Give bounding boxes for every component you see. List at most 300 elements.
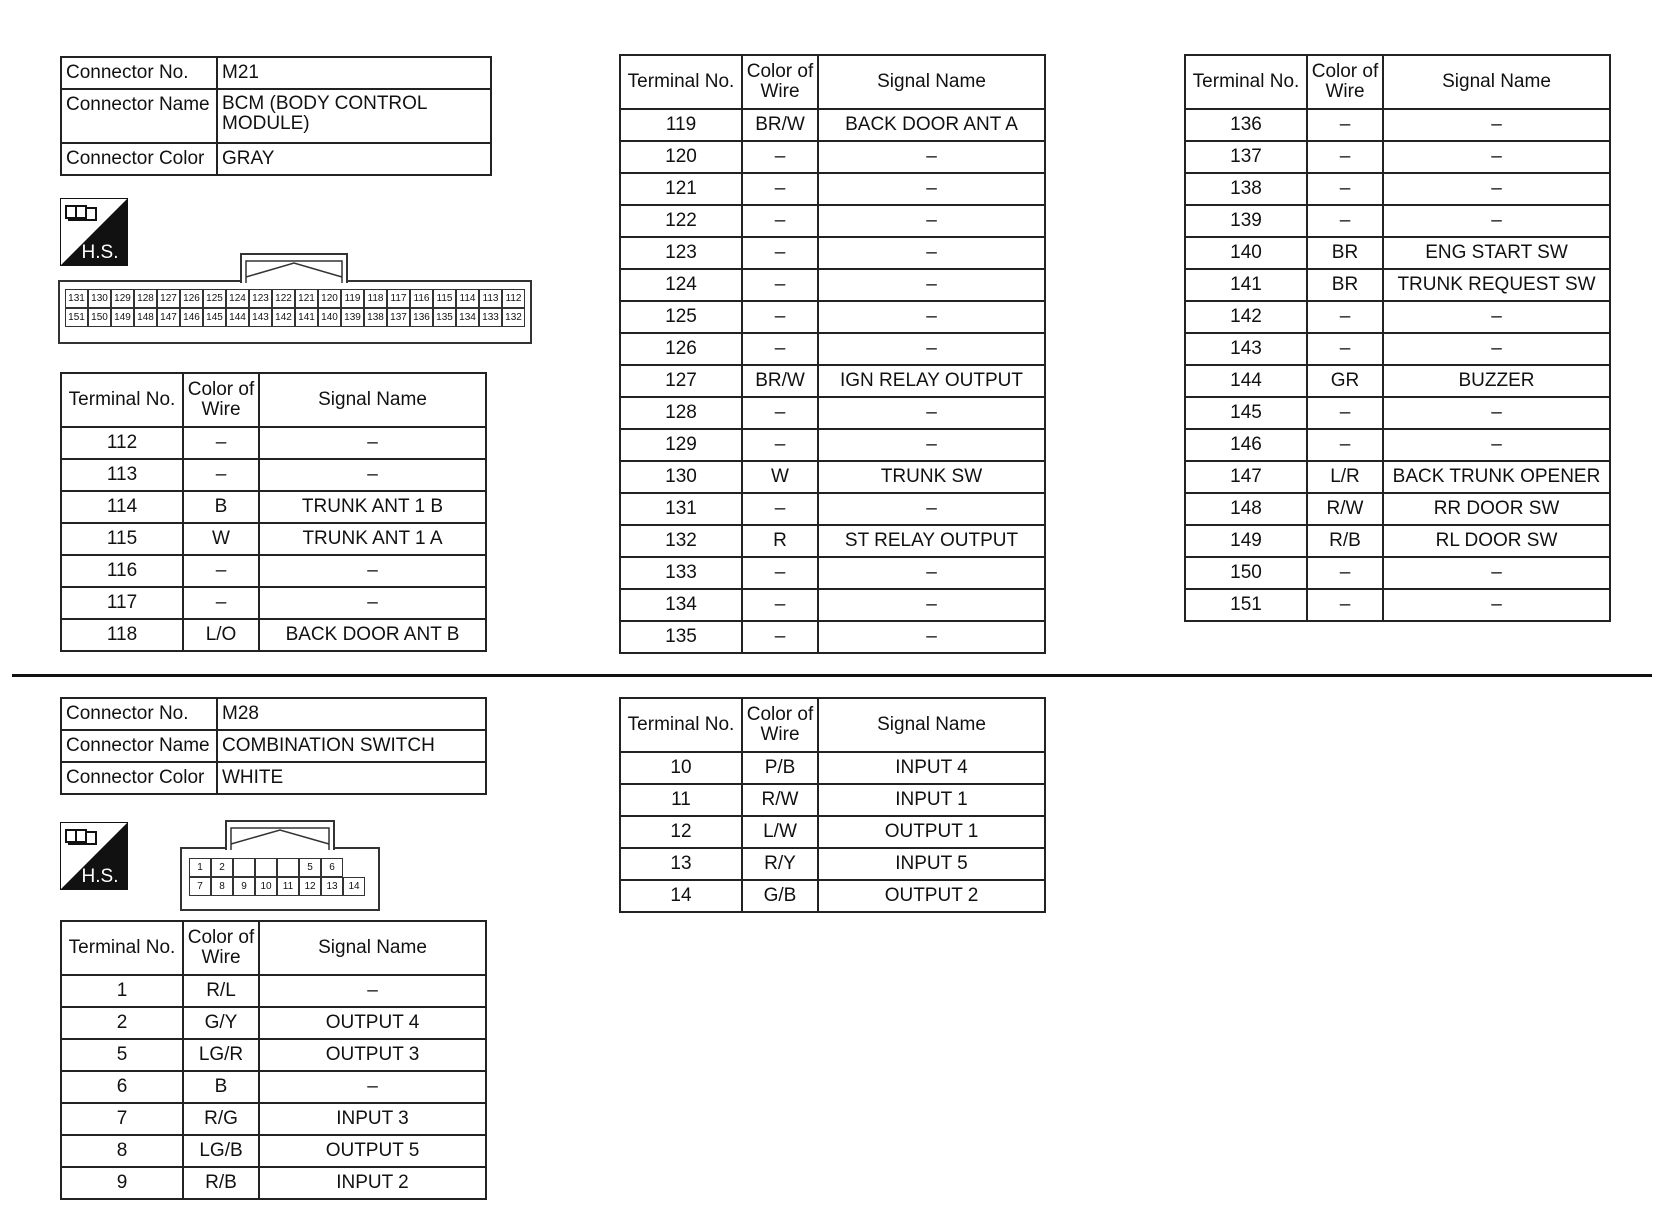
wire-color-cell: R/B xyxy=(1307,525,1383,557)
terminal-no-cell: 132 xyxy=(620,525,742,557)
table-row xyxy=(61,459,486,491)
signal-name-cell: – xyxy=(1383,109,1610,141)
wire-color-cell: R/B xyxy=(183,1167,259,1199)
connector-pin: 138 xyxy=(364,308,387,327)
table-row xyxy=(620,109,1045,141)
signal-name-cell: BACK TRUNK OPENER xyxy=(1383,461,1610,493)
wire-color-cell: L/R xyxy=(1307,461,1383,493)
terminal-no-cell: 143 xyxy=(1185,333,1307,365)
wire-color-cell: R/L xyxy=(183,975,259,1007)
wire-color-cell: G/B xyxy=(742,880,818,912)
terminal-no-cell: 115 xyxy=(61,523,183,555)
table-row xyxy=(1185,141,1610,173)
connector-pin: 6 xyxy=(321,858,343,877)
signal-name-cell: ENG START SW xyxy=(1383,237,1610,269)
header-color-of-wire: Color of Wire xyxy=(183,921,259,975)
connector-color-value: GRAY xyxy=(217,143,491,175)
connector-pin: 131 xyxy=(65,289,88,308)
terminal-no-cell: 124 xyxy=(620,269,742,301)
wire-color-cell: R/Y xyxy=(742,848,818,880)
signal-name-cell: – xyxy=(818,493,1045,525)
header-color-of-wire: Color of Wire xyxy=(742,698,818,752)
table-row xyxy=(620,237,1045,269)
table-row xyxy=(620,752,1045,784)
signal-name-cell: – xyxy=(1383,557,1610,589)
wire-color-cell: BR/W xyxy=(742,109,818,141)
table-row xyxy=(61,1007,486,1039)
signal-name-cell: – xyxy=(818,173,1045,205)
table-row xyxy=(61,1071,486,1103)
connector-color-value: WHITE xyxy=(217,762,486,794)
table-row xyxy=(620,141,1045,173)
terminal-no-cell: 126 xyxy=(620,333,742,365)
connector-name-value: BCM (BODY CONTROL MODULE) xyxy=(217,89,491,143)
table-row xyxy=(1185,397,1610,429)
connector-pin: 148 xyxy=(134,308,157,327)
terminal-no-cell: 123 xyxy=(620,237,742,269)
signal-name-cell: – xyxy=(259,555,486,587)
terminal-no-cell: 119 xyxy=(620,109,742,141)
table-row xyxy=(61,427,486,459)
m28-terminal-table-2 xyxy=(619,697,1046,913)
connector-pin: 130 xyxy=(88,289,111,308)
terminal-no-cell: 122 xyxy=(620,205,742,237)
wire-color-cell: L/W xyxy=(742,816,818,848)
wire-color-cell: – xyxy=(183,587,259,619)
table-row xyxy=(620,301,1045,333)
terminal-no-cell: 149 xyxy=(1185,525,1307,557)
signal-name-cell: BACK DOOR ANT B xyxy=(259,619,486,651)
wire-color-cell: – xyxy=(742,333,818,365)
signal-name-cell: INPUT 3 xyxy=(259,1103,486,1135)
terminal-no-cell: 6 xyxy=(61,1071,183,1103)
connector-color-label: Connector Color xyxy=(61,762,217,794)
connector-no-label: Connector No. xyxy=(61,698,217,730)
connector-pin: 112 xyxy=(502,289,525,308)
signal-name-cell: – xyxy=(818,141,1045,173)
terminal-no-cell: 144 xyxy=(1185,365,1307,397)
connector-pin: 128 xyxy=(134,289,157,308)
connector-pin: 129 xyxy=(111,289,134,308)
terminal-no-cell: 118 xyxy=(61,619,183,651)
signal-name-cell: INPUT 2 xyxy=(259,1167,486,1199)
wire-color-cell: P/B xyxy=(742,752,818,784)
signal-name-cell: INPUT 1 xyxy=(818,784,1045,816)
wire-color-cell: W xyxy=(742,461,818,493)
m21-terminal-table-2 xyxy=(619,54,1046,654)
terminal-no-cell: 151 xyxy=(1185,589,1307,621)
connector-pin xyxy=(233,858,255,877)
connector-pin xyxy=(277,858,299,877)
table-row xyxy=(620,269,1045,301)
signal-name-cell: OUTPUT 4 xyxy=(259,1007,486,1039)
header-color-of-wire: Color of Wire xyxy=(183,373,259,427)
connector-pin: 121 xyxy=(295,289,318,308)
table-row xyxy=(1185,461,1610,493)
table-row xyxy=(620,557,1045,589)
table-row xyxy=(1185,589,1610,621)
header-terminal-no: Terminal No. xyxy=(620,55,742,109)
header-signal-name: Signal Name xyxy=(818,55,1045,109)
connector-pin: 143 xyxy=(249,308,272,327)
m28-connector-info xyxy=(60,697,487,795)
table-row xyxy=(61,619,486,651)
terminal-no-cell: 139 xyxy=(1185,205,1307,237)
signal-name-cell: – xyxy=(818,205,1045,237)
table-row xyxy=(620,397,1045,429)
connector-name-label: Connector Name xyxy=(61,730,217,762)
connector-pin: 142 xyxy=(272,308,295,327)
wire-color-cell: LG/B xyxy=(183,1135,259,1167)
wire-color-cell: BR xyxy=(1307,269,1383,301)
connector-pin: 7 xyxy=(189,877,211,896)
signal-name-cell: – xyxy=(259,459,486,491)
terminal-no-cell: 114 xyxy=(61,491,183,523)
wire-color-cell: – xyxy=(1307,333,1383,365)
connector-pin: 118 xyxy=(364,289,387,308)
connector-lock-tab xyxy=(240,253,348,283)
connector-pin: 115 xyxy=(433,289,456,308)
signal-name-cell: OUTPUT 3 xyxy=(259,1039,486,1071)
wire-color-cell: R/W xyxy=(742,784,818,816)
header-signal-name: Signal Name xyxy=(259,921,486,975)
wire-color-cell: – xyxy=(742,237,818,269)
table-row xyxy=(620,205,1045,237)
signal-name-cell: – xyxy=(818,237,1045,269)
signal-name-cell: TRUNK ANT 1 B xyxy=(259,491,486,523)
signal-name-cell: – xyxy=(259,587,486,619)
connector-name-label: Connector Name xyxy=(61,89,217,143)
connector-name-value: COMBINATION SWITCH xyxy=(217,730,486,762)
signal-name-cell: – xyxy=(818,429,1045,461)
header-terminal-no: Terminal No. xyxy=(61,921,183,975)
m21-pin-grid xyxy=(65,289,525,327)
signal-name-cell: IGN RELAY OUTPUT xyxy=(818,365,1045,397)
connector-pin: 13 xyxy=(321,877,343,896)
table-row xyxy=(61,587,486,619)
connector-pin: 120 xyxy=(318,289,341,308)
harness-side-icon xyxy=(60,822,128,890)
connector-pin: 122 xyxy=(272,289,295,308)
terminal-no-cell: 134 xyxy=(620,589,742,621)
table-row xyxy=(620,493,1045,525)
terminal-no-cell: 12 xyxy=(620,816,742,848)
terminal-no-cell: 137 xyxy=(1185,141,1307,173)
connector-pin: 132 xyxy=(502,308,525,327)
terminal-no-cell: 14 xyxy=(620,880,742,912)
table-row xyxy=(1185,365,1610,397)
hs-label: H.S. xyxy=(81,866,119,887)
table-row xyxy=(61,1135,486,1167)
signal-name-cell: BUZZER xyxy=(1383,365,1610,397)
terminal-no-cell: 127 xyxy=(620,365,742,397)
table-row xyxy=(620,333,1045,365)
signal-name-cell: – xyxy=(259,975,486,1007)
terminal-no-cell: 130 xyxy=(620,461,742,493)
terminal-no-cell: 117 xyxy=(61,587,183,619)
header-color-of-wire: Color of Wire xyxy=(742,55,818,109)
signal-name-cell: INPUT 5 xyxy=(818,848,1045,880)
connector-pin: 11 xyxy=(277,877,299,896)
connector-pin: 134 xyxy=(456,308,479,327)
wire-color-cell: R/G xyxy=(183,1103,259,1135)
header-signal-name: Signal Name xyxy=(818,698,1045,752)
signal-name-cell: TRUNK ANT 1 A xyxy=(259,523,486,555)
m28-pin-grid xyxy=(189,858,365,896)
connector-pin: 114 xyxy=(456,289,479,308)
terminal-no-cell: 8 xyxy=(61,1135,183,1167)
connector-lock-tab xyxy=(225,820,335,850)
terminal-no-cell: 113 xyxy=(61,459,183,491)
connector-pin: 9 xyxy=(233,877,255,896)
signal-name-cell: – xyxy=(259,1071,486,1103)
table-row xyxy=(1185,301,1610,333)
terminal-no-cell: 120 xyxy=(620,141,742,173)
wire-color-cell: W xyxy=(183,523,259,555)
wire-color-cell: BR xyxy=(1307,237,1383,269)
signal-name-cell: – xyxy=(818,269,1045,301)
terminal-no-cell: 116 xyxy=(61,555,183,587)
wire-color-cell: – xyxy=(1307,589,1383,621)
wire-color-cell: – xyxy=(1307,397,1383,429)
connector-pin: 147 xyxy=(157,308,180,327)
wire-color-cell: – xyxy=(742,397,818,429)
wire-color-cell: BR/W xyxy=(742,365,818,397)
connector-no-value: M21 xyxy=(217,57,491,89)
connector-pin: 140 xyxy=(318,308,341,327)
signal-name-cell: – xyxy=(818,301,1045,333)
terminal-no-cell: 131 xyxy=(620,493,742,525)
connector-pin: 126 xyxy=(180,289,203,308)
table-row xyxy=(620,880,1045,912)
connector-pin: 146 xyxy=(180,308,203,327)
m21-terminal-table-3 xyxy=(1184,54,1611,622)
header-terminal-no: Terminal No. xyxy=(620,698,742,752)
header-signal-name: Signal Name xyxy=(1383,55,1610,109)
wire-color-cell: – xyxy=(183,427,259,459)
connector-pin: 2 xyxy=(211,858,233,877)
signal-name-cell: OUTPUT 2 xyxy=(818,880,1045,912)
section-divider xyxy=(12,674,1652,677)
table-row xyxy=(620,429,1045,461)
terminal-no-cell: 150 xyxy=(1185,557,1307,589)
connector-pin: 136 xyxy=(410,308,433,327)
wire-color-cell: LG/R xyxy=(183,1039,259,1071)
signal-name-cell: – xyxy=(1383,397,1610,429)
connector-pin: 135 xyxy=(433,308,456,327)
terminal-no-cell: 133 xyxy=(620,557,742,589)
connector-pin: 10 xyxy=(255,877,277,896)
terminal-no-cell: 10 xyxy=(620,752,742,784)
wire-color-cell: – xyxy=(742,429,818,461)
terminal-no-cell: 138 xyxy=(1185,173,1307,205)
connector-pin: 144 xyxy=(226,308,249,327)
wire-color-cell: – xyxy=(742,205,818,237)
connector-color-label: Connector Color xyxy=(61,143,217,175)
terminal-no-cell: 13 xyxy=(620,848,742,880)
signal-name-cell: – xyxy=(1383,173,1610,205)
wire-color-cell: B xyxy=(183,1071,259,1103)
m21-connector-info xyxy=(60,56,492,176)
table-row xyxy=(1185,173,1610,205)
connector-pin: 133 xyxy=(479,308,502,327)
signal-name-cell: RR DOOR SW xyxy=(1383,493,1610,525)
wire-color-cell: R/W xyxy=(1307,493,1383,525)
signal-name-cell: – xyxy=(259,427,486,459)
connector-pin: 149 xyxy=(111,308,134,327)
signal-name-cell: RL DOOR SW xyxy=(1383,525,1610,557)
connector-pin: 141 xyxy=(295,308,318,327)
wire-color-cell: – xyxy=(742,621,818,653)
m28-terminal-table-1 xyxy=(60,920,487,1200)
connector-pin: 151 xyxy=(65,308,88,327)
connector-pin: 127 xyxy=(157,289,180,308)
signal-name-cell: – xyxy=(1383,141,1610,173)
connector-pin: 1 xyxy=(189,858,211,877)
signal-name-cell: ST RELAY OUTPUT xyxy=(818,525,1045,557)
terminal-no-cell: 5 xyxy=(61,1039,183,1071)
connector-pin: 145 xyxy=(203,308,226,327)
table-row xyxy=(61,491,486,523)
terminal-no-cell: 112 xyxy=(61,427,183,459)
table-row xyxy=(61,1167,486,1199)
table-row xyxy=(620,784,1045,816)
wire-color-cell: – xyxy=(1307,109,1383,141)
connector-pin: 119 xyxy=(341,289,364,308)
terminal-no-cell: 142 xyxy=(1185,301,1307,333)
table-row xyxy=(620,525,1045,557)
connector-pin: 116 xyxy=(410,289,433,308)
connector-pin: 117 xyxy=(387,289,410,308)
table-row xyxy=(61,975,486,1007)
wire-color-cell: – xyxy=(183,555,259,587)
wire-color-cell: – xyxy=(742,557,818,589)
terminal-no-cell: 2 xyxy=(61,1007,183,1039)
table-row xyxy=(1185,269,1610,301)
wire-color-cell: – xyxy=(742,141,818,173)
signal-name-cell: – xyxy=(818,333,1045,365)
header-terminal-no: Terminal No. xyxy=(61,373,183,427)
table-row xyxy=(1185,525,1610,557)
signal-name-cell: OUTPUT 5 xyxy=(259,1135,486,1167)
connector-no-label: Connector No. xyxy=(61,57,217,89)
wire-color-cell: – xyxy=(1307,429,1383,461)
table-row xyxy=(61,555,486,587)
table-row xyxy=(1185,333,1610,365)
table-row xyxy=(1185,205,1610,237)
table-row xyxy=(620,461,1045,493)
connector-pin: 137 xyxy=(387,308,410,327)
m21-terminal-table-1 xyxy=(60,372,487,652)
signal-name-cell: – xyxy=(1383,589,1610,621)
terminal-no-cell: 148 xyxy=(1185,493,1307,525)
header-color-of-wire: Color of Wire xyxy=(1307,55,1383,109)
table-row xyxy=(620,816,1045,848)
hs-label: H.S. xyxy=(81,242,119,263)
table-row xyxy=(61,523,486,555)
table-row xyxy=(1185,557,1610,589)
table-row xyxy=(620,621,1045,653)
wire-color-cell: – xyxy=(183,459,259,491)
terminal-no-cell: 125 xyxy=(620,301,742,333)
connector-pin: 150 xyxy=(88,308,111,327)
connector-pin: 12 xyxy=(299,877,321,896)
terminal-no-cell: 9 xyxy=(61,1167,183,1199)
wire-color-cell: – xyxy=(1307,557,1383,589)
header-terminal-no: Terminal No. xyxy=(1185,55,1307,109)
connector-pin: 123 xyxy=(249,289,272,308)
table-row xyxy=(620,173,1045,205)
table-row xyxy=(61,1039,486,1071)
wire-color-cell: – xyxy=(742,173,818,205)
wire-color-cell: – xyxy=(742,493,818,525)
signal-name-cell: TRUNK REQUEST SW xyxy=(1383,269,1610,301)
table-row xyxy=(620,848,1045,880)
terminal-no-cell: 128 xyxy=(620,397,742,429)
terminal-no-cell: 121 xyxy=(620,173,742,205)
table-row xyxy=(620,589,1045,621)
table-row xyxy=(1185,237,1610,269)
signal-name-cell: INPUT 4 xyxy=(818,752,1045,784)
connector-pin: 5 xyxy=(299,858,321,877)
signal-name-cell: – xyxy=(818,557,1045,589)
signal-name-cell: – xyxy=(1383,205,1610,237)
terminal-no-cell: 136 xyxy=(1185,109,1307,141)
terminal-no-cell: 140 xyxy=(1185,237,1307,269)
signal-name-cell: – xyxy=(818,397,1045,429)
table-row xyxy=(1185,493,1610,525)
table-row xyxy=(620,365,1045,397)
wire-color-cell: R xyxy=(742,525,818,557)
wire-color-cell: G/Y xyxy=(183,1007,259,1039)
terminal-no-cell: 141 xyxy=(1185,269,1307,301)
table-row xyxy=(61,1103,486,1135)
wire-color-cell: GR xyxy=(1307,365,1383,397)
terminal-no-cell: 146 xyxy=(1185,429,1307,461)
signal-name-cell: – xyxy=(818,621,1045,653)
table-row xyxy=(1185,109,1610,141)
terminal-no-cell: 129 xyxy=(620,429,742,461)
connector-pin: 125 xyxy=(203,289,226,308)
connector-pin xyxy=(255,858,277,877)
signal-name-cell: – xyxy=(818,589,1045,621)
connector-pin: 139 xyxy=(341,308,364,327)
harness-side-icon xyxy=(60,198,128,266)
terminal-no-cell: 11 xyxy=(620,784,742,816)
signal-name-cell: BACK DOOR ANT A xyxy=(818,109,1045,141)
terminal-no-cell: 145 xyxy=(1185,397,1307,429)
wire-color-cell: – xyxy=(1307,173,1383,205)
wire-color-cell: L/O xyxy=(183,619,259,651)
wire-color-cell: – xyxy=(742,269,818,301)
wire-color-cell: – xyxy=(742,301,818,333)
wire-color-cell: – xyxy=(1307,205,1383,237)
connector-no-value: M28 xyxy=(217,698,486,730)
terminal-no-cell: 7 xyxy=(61,1103,183,1135)
wire-color-cell: – xyxy=(742,589,818,621)
signal-name-cell: – xyxy=(1383,429,1610,461)
wire-color-cell: B xyxy=(183,491,259,523)
wire-color-cell: – xyxy=(1307,141,1383,173)
header-signal-name: Signal Name xyxy=(259,373,486,427)
wire-color-cell: – xyxy=(1307,301,1383,333)
terminal-no-cell: 135 xyxy=(620,621,742,653)
connector-pin: 124 xyxy=(226,289,249,308)
connector-pin: 8 xyxy=(211,877,233,896)
terminal-no-cell: 147 xyxy=(1185,461,1307,493)
terminal-no-cell: 1 xyxy=(61,975,183,1007)
signal-name-cell: TRUNK SW xyxy=(818,461,1045,493)
